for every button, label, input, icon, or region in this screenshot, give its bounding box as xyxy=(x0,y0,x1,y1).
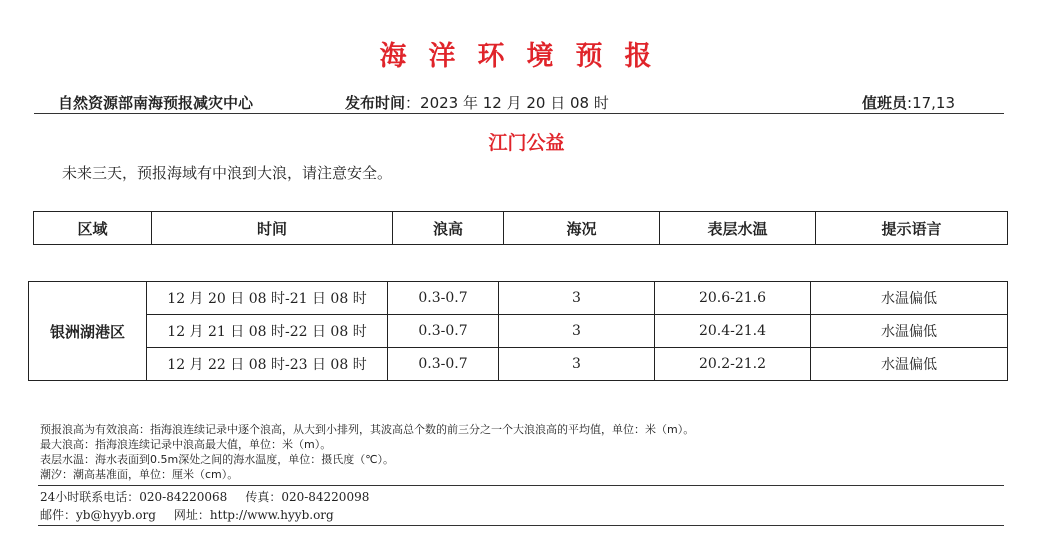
header-temp: 表层水温 xyxy=(660,212,816,245)
region-cell: 银洲湖港区 xyxy=(29,282,147,381)
tip-cell: 水温偏低 xyxy=(811,348,1008,381)
tip-cell: 水温偏低 xyxy=(811,315,1008,348)
note-item: 潮汐：潮高基准面，单位：厘米（cm）。 xyxy=(40,468,239,481)
contact-email[interactable]: 邮件：yb@hyyb.org xyxy=(40,508,156,522)
tip-cell: 水温偏低 xyxy=(811,282,1008,315)
footer-rule xyxy=(38,485,1004,486)
publish-time: 发布时间：2023 年 12 月 20 日 08 时 xyxy=(345,94,609,112)
forecast-table xyxy=(28,281,1008,381)
table-row xyxy=(29,348,1008,381)
header-tip: 提示语言 xyxy=(816,212,1008,245)
note-item: 预报浪高为有效浪高：指海浪连续记录中逐个浪高，从大到小排列，其波高总个数的前三分之一个大浪浪高的平均值，单位：米（m）。 xyxy=(40,423,695,436)
contact-phone: 24小时联系电话：020-84220068 xyxy=(40,490,228,504)
header-time: 时间 xyxy=(152,212,393,245)
temp-cell: 20.4-21.4 xyxy=(655,315,811,348)
note-item: 表层水温：海水表面到0.5m深处之间的海水温度，单位：摄氏度（℃）。 xyxy=(40,453,395,466)
note-item: 最大浪高：指海浪连续记录中浪高最大值，单位：米（m）。 xyxy=(40,438,332,451)
time-cell: 12 月 21 日 08 时-22 日 08 时 xyxy=(147,315,388,348)
header-rule xyxy=(34,113,1004,114)
page-title: 海洋环境预报 xyxy=(379,41,674,72)
sea-cell: 3 xyxy=(499,348,655,381)
bottom-rule xyxy=(38,525,1004,526)
time-cell: 12 月 20 日 08 时-21 日 08 时 xyxy=(147,282,388,315)
table-row xyxy=(29,315,1008,348)
header-wave: 浪高 xyxy=(393,212,504,245)
contact-info xyxy=(40,488,369,524)
table-header xyxy=(33,211,1008,245)
temp-cell: 20.6-21.6 xyxy=(655,282,811,315)
sea-cell: 3 xyxy=(499,315,655,348)
header-region: 区域 xyxy=(34,212,152,245)
wave-cell: 0.3-0.7 xyxy=(388,315,499,348)
duty-officer: 值班员:17,13 xyxy=(862,94,956,112)
contact-fax: 传真：020-84220098 xyxy=(245,490,370,504)
forecast-intro: 未来三天，预报海域有中浪到大浪，请注意安全。 xyxy=(62,164,393,182)
location-title: 江门公益 xyxy=(488,132,565,154)
wave-cell: 0.3-0.7 xyxy=(388,282,499,315)
org-name: 自然资源部南海预报减灾中心 xyxy=(58,94,254,112)
contact-website[interactable]: 网址：http://www.hyyb.org xyxy=(173,508,334,522)
table-row xyxy=(29,282,1008,315)
sea-cell: 3 xyxy=(499,282,655,315)
header-sea: 海况 xyxy=(504,212,660,245)
time-cell: 12 月 22 日 08 时-23 日 08 时 xyxy=(147,348,388,381)
temp-cell: 20.2-21.2 xyxy=(655,348,811,381)
notes xyxy=(40,422,694,482)
wave-cell: 0.3-0.7 xyxy=(388,348,499,381)
